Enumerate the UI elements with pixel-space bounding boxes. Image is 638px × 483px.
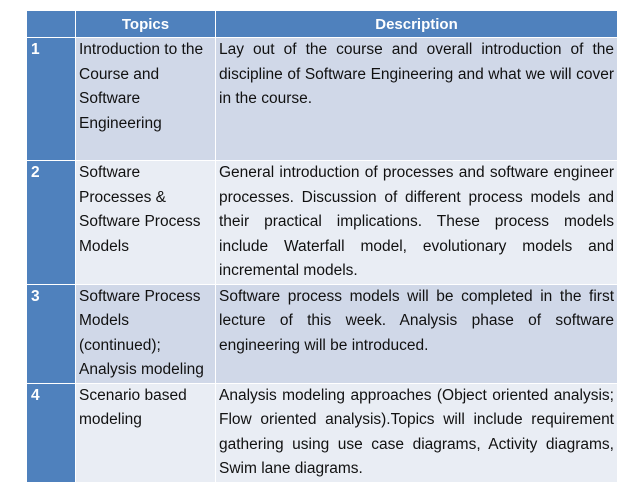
row-description-cell: Software process models will be completed in the first lecture of this week. Analysis phase of software engineering will be introduced.	[216, 284, 618, 383]
header-description-cell: Description	[216, 11, 618, 38]
row-number-cell: 2	[27, 161, 76, 285]
header-number-cell	[27, 11, 76, 38]
table-header	[27, 11, 618, 38]
row-description-cell: Analysis modeling approaches (Object oriented analysis; Flow oriented analysis).Topics will include requirement gathering using use case diagrams, Activity diagrams, Swim lane diagrams.	[216, 383, 618, 482]
table-body	[27, 38, 618, 483]
row-description-cell: Lay out of the course and overall introduction of the discipline of Software Engineering and what we will cover in the course.	[216, 38, 618, 161]
row-description-cell: General introduction of processes and software engineer processes. Discussion of different process models and their practical implications. These process models include Waterfall model, evolutionary models and incremental models.	[216, 161, 618, 285]
row-number-cell: 3	[27, 284, 76, 383]
table-row	[27, 38, 618, 161]
row-number-cell: 4	[27, 383, 76, 482]
row-topic-cell: Introduction to the Course and Software Engineering	[76, 38, 216, 161]
row-topic-cell: Software Process Models (continued); Analysis modeling	[76, 284, 216, 383]
row-number-cell: 1	[27, 38, 76, 161]
header-topics-cell: Topics	[76, 11, 216, 38]
row-topic-cell: Scenario based modeling	[76, 383, 216, 482]
header-row	[27, 11, 618, 38]
row-topic-cell: Software Processes & Software Process Models	[76, 161, 216, 285]
table-row	[27, 383, 618, 482]
table-row	[27, 284, 618, 383]
course-topics-table-container	[26, 10, 617, 483]
course-topics-table	[26, 10, 618, 483]
table-row	[27, 161, 618, 285]
